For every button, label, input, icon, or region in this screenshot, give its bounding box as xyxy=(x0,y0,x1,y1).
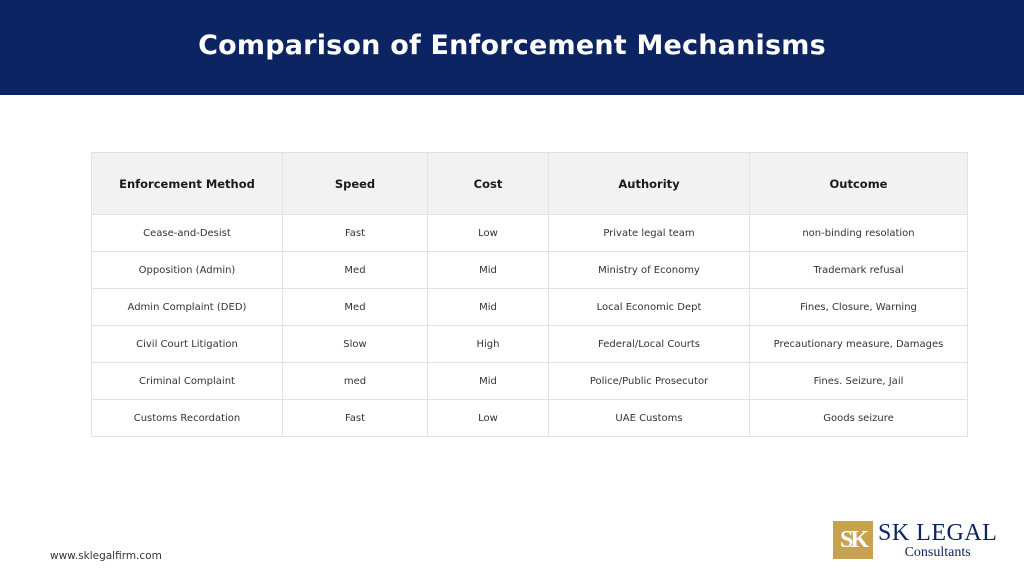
table-cell: Med xyxy=(283,289,428,326)
table-cell: Mid xyxy=(428,363,549,400)
table-cell: Low xyxy=(428,215,549,252)
header-banner xyxy=(0,0,1024,95)
table-cell: non-binding resolation xyxy=(750,215,968,252)
table-cell: Local Economic Dept xyxy=(549,289,750,326)
column-header: Cost xyxy=(428,153,549,215)
column-header: Authority xyxy=(549,153,750,215)
logo-mark-icon: SK xyxy=(833,521,873,559)
table-cell: Ministry of Economy xyxy=(549,252,750,289)
table-cell: Slow xyxy=(283,326,428,363)
table-cell: Trademark refusal xyxy=(750,252,968,289)
table-cell: Precautionary measure, Damages xyxy=(750,326,968,363)
comparison-table xyxy=(91,152,968,437)
footer-website-url: www.sklegalfirm.com xyxy=(50,550,162,562)
table-cell: Fast xyxy=(283,400,428,437)
table-cell: Fines. Seizure, Jail xyxy=(750,363,968,400)
table-cell: Civil Court Litigation xyxy=(92,326,283,363)
table-cell: Cease-and-Desist xyxy=(92,215,283,252)
table-cell: Goods seizure xyxy=(750,400,968,437)
logo-text xyxy=(878,521,997,560)
table-cell: Federal/Local Courts xyxy=(549,326,750,363)
table-cell: Customs Recordation xyxy=(92,400,283,437)
table-cell: Police/Public Prosecutor xyxy=(549,363,750,400)
table-row xyxy=(92,363,968,400)
table-row xyxy=(92,289,968,326)
logo-company-name: SK LEGAL xyxy=(878,519,998,546)
table-cell: Fines, Closure, Warning xyxy=(750,289,968,326)
table-cell: Criminal Complaint xyxy=(92,363,283,400)
table-cell: High xyxy=(428,326,549,363)
table-cell: UAE Customs xyxy=(549,400,750,437)
table-cell: med xyxy=(283,363,428,400)
column-header: Speed xyxy=(283,153,428,215)
table-cell: Med xyxy=(283,252,428,289)
company-logo xyxy=(833,520,997,560)
table-cell: Mid xyxy=(428,289,549,326)
table-row xyxy=(92,326,968,363)
table-cell: Mid xyxy=(428,252,549,289)
table-cell: Private legal team xyxy=(549,215,750,252)
table-header-row xyxy=(92,153,968,215)
table-cell: Fast xyxy=(283,215,428,252)
page-title: Comparison of Enforcement Mechanisms xyxy=(198,30,826,61)
table-cell: Opposition (Admin) xyxy=(92,252,283,289)
column-header: Enforcement Method xyxy=(92,153,283,215)
table-row xyxy=(92,252,968,289)
table-row xyxy=(92,400,968,437)
table-cell: Admin Complaint (DED) xyxy=(92,289,283,326)
table-row xyxy=(92,215,968,252)
column-header: Outcome xyxy=(750,153,968,215)
table-cell: Low xyxy=(428,400,549,437)
logo-subtitle: Consultants xyxy=(904,544,971,560)
